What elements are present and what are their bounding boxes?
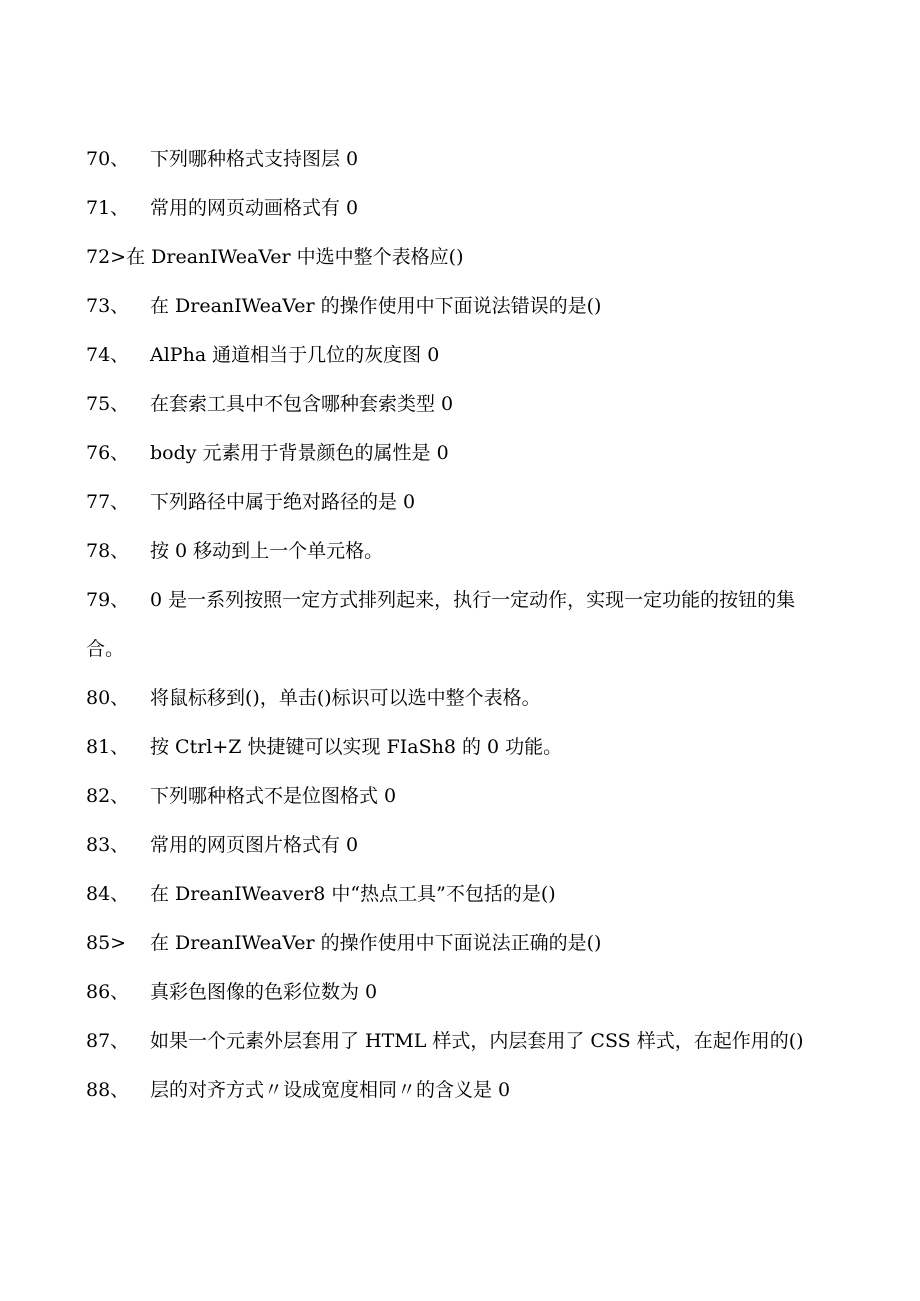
question-text: AlPha 通道相当于几位的灰度图 0 [150,344,440,366]
question-item [86,772,826,821]
question-item [86,429,826,478]
question-item [86,282,826,331]
question-item [86,870,826,919]
question-item [86,576,826,674]
question-item [86,380,826,429]
question-text: 常用的网页动画格式有 0 [150,197,359,219]
question-list [86,135,826,1115]
question-number: 82、 [86,785,130,807]
question-text: 将鼠标移到()，单击()标识可以选中整个表格。 [150,687,541,709]
question-item [86,919,826,968]
question-number: 77、 [86,491,130,513]
question-item [86,1017,826,1066]
question-text: 0 是一系列按照一定方式排列起来，执行一定动作，实现一定功能的按钮的集合。 [86,589,796,660]
question-text: 下列哪种格式支持图层 0 [150,148,359,170]
question-text: 下列哪种格式不是位图格式 0 [150,785,397,807]
question-item [86,674,826,723]
question-text: body 元素用于背景颜色的属性是 0 [150,442,449,464]
question-number: 75、 [86,393,130,415]
question-number: 80、 [86,687,130,709]
question-item [86,184,826,233]
question-item [86,233,826,282]
question-text: 在套索工具中不包含哪种套索类型 0 [150,393,454,415]
question-item [86,723,826,772]
question-text: 如果一个元素外层套用了 HTML 样式，内层套用了 CSS 样式，在起作用的() [150,1030,804,1052]
question-text: 在 DreanIWeaVer 的操作使用中下面说法正确的是() [150,932,602,954]
question-text: 常用的网页图片格式有 0 [150,834,359,856]
question-number: 81、 [86,736,130,758]
question-number: 84、 [86,883,130,905]
question-text: 层的对齐方式〃设成宽度相同〃的含义是 0 [150,1079,511,1101]
question-number: 79、 [86,589,130,611]
question-number: 78、 [86,540,130,562]
question-item [86,478,826,527]
question-number: 86、 [86,981,130,1003]
question-number: 71、 [86,197,130,219]
question-item [86,331,826,380]
question-text: 真彩色图像的色彩位数为 0 [150,981,378,1003]
question-number: 88、 [86,1079,130,1101]
question-text: 在 DreanIWeaVer 的操作使用中下面说法错误的是() [150,295,602,317]
question-number: 85> [86,932,127,954]
question-item [86,1066,826,1115]
question-item [86,821,826,870]
question-item [86,135,826,184]
question-number: 87、 [86,1030,130,1052]
question-number: 72> [86,246,127,268]
question-number: 83、 [86,834,130,856]
question-text: 按 0 移动到上一个单元格。 [150,540,384,562]
question-number: 73、 [86,295,130,317]
question-text: 下列路径中属于绝对路径的是 0 [150,491,416,513]
question-text: 按 Ctrl+Z 快捷键可以实现 FIaSh8 的 0 功能。 [150,736,563,758]
question-text: 在 DreanIWeaVer 中选中整个表格应() [126,246,464,268]
question-number: 76、 [86,442,130,464]
question-number: 70、 [86,148,130,170]
question-text: 在 DreanIWeaver8 中“热点工具”不包括的是() [150,883,556,905]
question-item [86,968,826,1017]
question-item [86,527,826,576]
question-number: 74、 [86,344,130,366]
